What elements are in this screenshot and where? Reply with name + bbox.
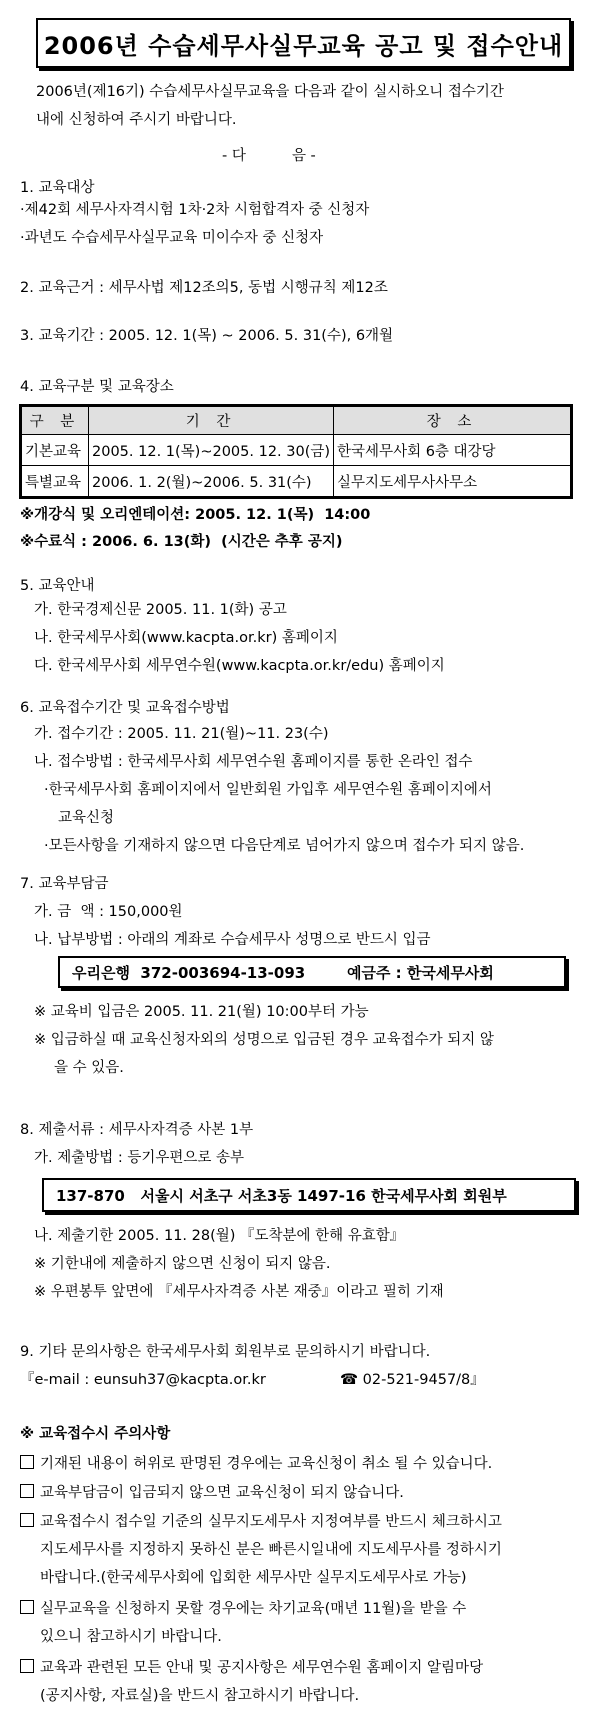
section-5-item: 가. 한국경제신문 2005. 11. 1(화) 공고 — [34, 602, 287, 618]
section-1-heading: 1. 교육대상 — [20, 180, 95, 196]
section-6-item: 나. 접수방법 : 한국세무사회 세무연수원 홈페이지를 통한 온라인 접수 — [34, 754, 473, 770]
caution-heading: ※ 교육접수시 주의사항 — [20, 1426, 171, 1442]
section-6-item: 가. 접수기간 : 2005. 11. 21(월)~11. 23(수) — [34, 726, 329, 742]
section-1-item: ·과년도 수습세무사실무교육 미이수자 중 신청자 — [20, 230, 324, 246]
submission-method: 가. 제출방법 : 등기우편으로 송부 — [34, 1150, 245, 1166]
caution-item-cont: 바랍니다.(한국세무사회에 입회한 세무사만 실무지도세무사로 가능) — [40, 1570, 467, 1586]
section-8-heading: 8. 제출서류 : 세무사자격증 사본 1부 — [20, 1122, 254, 1138]
payment-method: 나. 납부방법 : 아래의 계좌로 수습세무사 성명으로 반드시 입금 — [34, 932, 431, 948]
section-5-item: 나. 한국세무사회(www.kacpta.or.kr) 홈페이지 — [34, 630, 338, 646]
checkbox-icon — [20, 1659, 34, 1673]
section-4-heading: 4. 교육구분 및 교육장소 — [20, 379, 174, 395]
section-1-item: ·제42회 세무사자격시험 1차·2차 시험합격자 중 신청자 — [20, 202, 370, 218]
fee-amount: 가. 금 액 : 150,000원 — [34, 904, 183, 920]
table-header: 기 간 — [89, 407, 334, 435]
section-5-heading: 5. 교육안내 — [20, 578, 95, 594]
section-7-heading: 7. 교육부담금 — [20, 876, 109, 892]
bank-account-box: 우리은행 372-003694-13-093 예금주 : 한국세무사회 — [58, 956, 566, 988]
schedule-table — [21, 406, 571, 497]
section-8-item: ※ 기한내에 제출하지 않으면 신청이 되지 않음. — [34, 1256, 331, 1272]
checkbox-icon — [20, 1513, 34, 1527]
table-cell: 2006. 1. 2(월)~2006. 5. 31(수) — [89, 466, 334, 497]
section-9-heading: 9. 기타 문의사항은 한국세무사회 회원부로 문의하시기 바랍니다. — [20, 1344, 431, 1360]
divider-text: - 다 음 - — [222, 148, 316, 164]
section-5-item: 다. 한국세무사회 세무연수원(www.kacpta.or.kr/edu) 홈페이지 — [34, 658, 445, 674]
table-row — [22, 466, 571, 497]
caution-item: 교육부담금이 입금되지 않으면 교육신청이 되지 않습니다. — [20, 1481, 404, 1502]
table-header-row — [22, 407, 571, 435]
section-7-note: 을 수 있음. — [54, 1060, 124, 1076]
caution-item: 실무교육을 신청하지 못할 경우에는 차기교육(매년 11월)을 받을 수 — [20, 1597, 466, 1618]
intro-line-1: 2006년(제16기) 수습세무사실무교육을 다음과 같이 실시하오니 접수기간 — [36, 84, 504, 100]
caution-item: 교육과 관련된 모든 안내 및 공지사항은 세무연수원 홈페이지 알림마당 — [20, 1656, 483, 1677]
address-box: 137-870 서울시 서초구 서초3동 1497-16 한국세무사회 회원부 — [42, 1178, 576, 1212]
table-header: 구 분 — [22, 407, 89, 435]
section-8-item: ※ 우편봉투 앞면에 『세무사자격증 사본 재중』이라고 필히 기재 — [34, 1284, 444, 1300]
table-cell: 한국세무사회 6층 대강당 — [334, 435, 571, 466]
section-8-item: 나. 제출기한 2005. 11. 28(월) 『도착분에 한해 유효함』 — [34, 1228, 405, 1244]
table-cell: 2005. 12. 1(목)~2005. 12. 30(금) — [89, 435, 334, 466]
contact-email: 『e-mail : eunsuh37@kacpta.or.kr — [20, 1372, 266, 1388]
checkbox-icon — [20, 1455, 34, 1469]
table-cell: 기본교육 — [22, 435, 89, 466]
caution-item: 기재된 내용이 허위로 판명된 경우에는 교육신청이 취소 될 수 있습니다. — [20, 1452, 492, 1473]
caution-item-cont: 지도세무사를 지정하지 못하신 분은 빠른시일내에 지도세무사를 정하시기 — [40, 1542, 502, 1558]
caution-item-cont: 있으니 참고하시기 바랍니다. — [40, 1629, 222, 1645]
section-3: 3. 교육기간 : 2005. 12. 1(목) ~ 2006. 5. 31(수), 6개월 — [20, 328, 394, 344]
table-header: 장 소 — [334, 407, 571, 435]
section-6-heading: 6. 교육접수기간 및 교육접수방법 — [20, 700, 230, 716]
graduation-note: ※수료식 : 2006. 6. 13(화) (시간은 추후 공지) — [20, 534, 343, 550]
section-6-item: ·모든사항을 기재하지 않으면 다음단계로 넘어가지 않으며 접수가 되지 않음. — [44, 838, 525, 854]
section-7-note: ※ 교육비 입금은 2005. 11. 21(월) 10:00부터 가능 — [34, 1004, 369, 1020]
caution-item: 교육접수시 접수일 기준의 실무지도세무사 지정여부를 반드시 체크하시고 — [20, 1510, 502, 1531]
page-title: 2006년 수습세무사실무교육 공고 및 접수안내 — [36, 18, 571, 68]
table-cell: 특별교육 — [22, 466, 89, 497]
checkbox-icon — [20, 1600, 34, 1614]
section-2: 2. 교육근거 : 세무사법 제12조의5, 동법 시행규칙 제12조 — [20, 280, 388, 296]
section-6-item: 교육신청 — [58, 810, 115, 826]
orientation-note: ※개강식 및 오리엔테이션: 2005. 12. 1(목) 14:00 — [20, 507, 371, 523]
table-row — [22, 435, 571, 466]
checkbox-icon — [20, 1484, 34, 1498]
section-7-note: ※ 입금하실 때 교육신청자외의 성명으로 입금된 경우 교육접수가 되지 않 — [34, 1032, 494, 1048]
table-cell: 실무지도세무사사무소 — [334, 466, 571, 497]
intro-line-2: 내에 신청하여 주시기 바랍니다. — [36, 112, 237, 128]
caution-item-cont: (공지사항, 자료실)을 반드시 참고하시기 바랍니다. — [40, 1688, 360, 1704]
contact-phone: ☎ 02-521-9457/8』 — [340, 1372, 485, 1388]
section-6-item: ·한국세무사회 홈페이지에서 일반회원 가입후 세무연수원 홈페이지에서 — [44, 782, 492, 798]
